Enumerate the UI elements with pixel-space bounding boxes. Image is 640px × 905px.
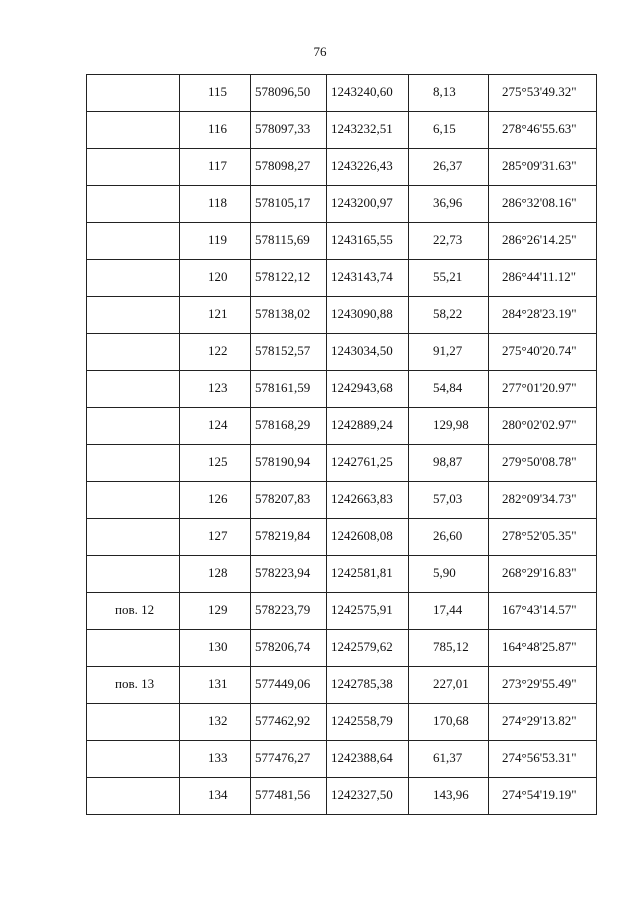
turn-cell-text bbox=[87, 371, 179, 381]
x-coordinate-cell bbox=[251, 519, 327, 556]
y-coordinate-cell bbox=[327, 186, 409, 223]
bearing-angle-cell bbox=[489, 519, 597, 556]
point-number-cell-text: 122 bbox=[208, 343, 228, 358]
table-row bbox=[87, 75, 597, 112]
bearing-angle-cell-text: 286°44'11.12" bbox=[502, 269, 577, 284]
y-coordinate-cell-text: 1243240,60 bbox=[331, 84, 393, 99]
bearing-angle-cell-text: 284°28'23.19" bbox=[502, 306, 577, 321]
point-number-cell bbox=[180, 519, 251, 556]
y-coordinate-cell bbox=[327, 704, 409, 741]
turn-cell-text bbox=[87, 186, 179, 196]
distance-cell bbox=[409, 297, 489, 334]
point-number-cell bbox=[180, 593, 251, 630]
bearing-angle-cell bbox=[489, 482, 597, 519]
distance-cell bbox=[409, 482, 489, 519]
turn-cell bbox=[87, 778, 180, 815]
point-number-cell bbox=[180, 371, 251, 408]
y-coordinate-cell bbox=[327, 260, 409, 297]
distance-cell bbox=[409, 667, 489, 704]
y-coordinate-cell bbox=[327, 297, 409, 334]
table-row bbox=[87, 593, 597, 630]
distance-cell-text: 129,98 bbox=[433, 417, 469, 432]
table-row bbox=[87, 778, 597, 815]
point-number-cell-text: 131 bbox=[208, 676, 228, 691]
y-coordinate-cell-text: 1243165,55 bbox=[331, 232, 393, 247]
distance-cell-text: 61,37 bbox=[433, 750, 463, 765]
turn-cell-text bbox=[87, 149, 179, 159]
coordinates-table bbox=[86, 74, 597, 815]
turn-cell-text bbox=[87, 223, 179, 233]
turn-cell-text: пов. 12 bbox=[115, 602, 155, 617]
table-row bbox=[87, 223, 597, 260]
y-coordinate-cell-text: 1242608,08 bbox=[331, 528, 393, 543]
page-number: 76 bbox=[313, 44, 327, 59]
point-number-cell-text: 116 bbox=[208, 121, 228, 136]
point-number-cell bbox=[180, 75, 251, 112]
turn-cell-text bbox=[87, 519, 179, 529]
bearing-angle-cell bbox=[489, 260, 597, 297]
distance-cell bbox=[409, 371, 489, 408]
distance-cell bbox=[409, 186, 489, 223]
y-coordinate-cell bbox=[327, 630, 409, 667]
bearing-angle-cell-text: 286°26'14.25" bbox=[502, 232, 577, 247]
y-coordinate-cell bbox=[327, 408, 409, 445]
point-number-cell bbox=[180, 260, 251, 297]
y-coordinate-cell bbox=[327, 556, 409, 593]
distance-cell bbox=[409, 75, 489, 112]
x-coordinate-cell-text: 578219,84 bbox=[255, 528, 311, 543]
y-coordinate-cell-text: 1243226,43 bbox=[331, 158, 393, 173]
distance-cell-text: 98,87 bbox=[433, 454, 463, 469]
point-number-cell-text: 133 bbox=[208, 750, 228, 765]
point-number-cell-text: 129 bbox=[208, 602, 228, 617]
point-number-cell bbox=[180, 149, 251, 186]
bearing-angle-cell-text: 274°29'13.82" bbox=[502, 713, 577, 728]
bearing-angle-cell-text: 285°09'31.63" bbox=[502, 158, 577, 173]
point-number-cell bbox=[180, 186, 251, 223]
turn-cell bbox=[87, 75, 180, 112]
bearing-angle-cell-text: 274°56'53.31" bbox=[502, 750, 577, 765]
bearing-angle-cell-text: 279°50'08.78" bbox=[502, 454, 577, 469]
distance-cell-text: 8,13 bbox=[433, 84, 456, 99]
x-coordinate-cell bbox=[251, 334, 327, 371]
turn-cell bbox=[87, 741, 180, 778]
x-coordinate-cell bbox=[251, 75, 327, 112]
bearing-angle-cell bbox=[489, 704, 597, 741]
y-coordinate-cell bbox=[327, 112, 409, 149]
point-number-cell-text: 125 bbox=[208, 454, 228, 469]
turn-cell bbox=[87, 667, 180, 704]
y-coordinate-cell-text: 1242558,79 bbox=[331, 713, 393, 728]
y-coordinate-cell bbox=[327, 445, 409, 482]
y-coordinate-cell bbox=[327, 223, 409, 260]
point-number-cell bbox=[180, 334, 251, 371]
turn-cell-text: пов. 13 bbox=[115, 676, 155, 691]
distance-cell bbox=[409, 149, 489, 186]
point-number-cell-text: 124 bbox=[208, 417, 228, 432]
x-coordinate-cell bbox=[251, 112, 327, 149]
bearing-angle-cell-text: 268°29'16.83" bbox=[502, 565, 577, 580]
point-number-cell bbox=[180, 408, 251, 445]
distance-cell-text: 57,03 bbox=[433, 491, 463, 506]
distance-cell bbox=[409, 704, 489, 741]
turn-cell bbox=[87, 482, 180, 519]
x-coordinate-cell-text: 577481,56 bbox=[255, 787, 311, 802]
x-coordinate-cell-text: 578223,94 bbox=[255, 565, 311, 580]
point-number-cell bbox=[180, 741, 251, 778]
y-coordinate-cell bbox=[327, 593, 409, 630]
bearing-angle-cell bbox=[489, 334, 597, 371]
y-coordinate-cell-text: 1242889,24 bbox=[331, 417, 393, 432]
point-number-cell bbox=[180, 112, 251, 149]
x-coordinate-cell bbox=[251, 482, 327, 519]
bearing-angle-cell bbox=[489, 593, 597, 630]
distance-cell-text: 6,15 bbox=[433, 121, 456, 136]
point-number-cell bbox=[180, 445, 251, 482]
bearing-angle-cell bbox=[489, 667, 597, 704]
distance-cell bbox=[409, 260, 489, 297]
turn-cell-text bbox=[87, 75, 179, 85]
distance-cell bbox=[409, 556, 489, 593]
point-number-cell-text: 128 bbox=[208, 565, 228, 580]
bearing-angle-cell bbox=[489, 223, 597, 260]
turn-cell bbox=[87, 112, 180, 149]
x-coordinate-cell bbox=[251, 630, 327, 667]
distance-cell bbox=[409, 778, 489, 815]
distance-cell-text: 785,12 bbox=[433, 639, 469, 654]
y-coordinate-cell-text: 1243090,88 bbox=[331, 306, 393, 321]
bearing-angle-cell bbox=[489, 408, 597, 445]
distance-cell-text: 58,22 bbox=[433, 306, 463, 321]
x-coordinate-cell bbox=[251, 741, 327, 778]
y-coordinate-cell bbox=[327, 371, 409, 408]
y-coordinate-cell-text: 1242327,50 bbox=[331, 787, 393, 802]
point-number-cell bbox=[180, 223, 251, 260]
turn-cell bbox=[87, 519, 180, 556]
bearing-angle-cell bbox=[489, 556, 597, 593]
turn-cell-text bbox=[87, 704, 179, 714]
x-coordinate-cell-text: 578223,79 bbox=[255, 602, 311, 617]
turn-cell-text bbox=[87, 630, 179, 640]
x-coordinate-cell bbox=[251, 260, 327, 297]
turn-cell-text bbox=[87, 260, 179, 270]
point-number-cell bbox=[180, 667, 251, 704]
x-coordinate-cell-text: 578190,94 bbox=[255, 454, 311, 469]
bearing-angle-cell bbox=[489, 630, 597, 667]
y-coordinate-cell-text: 1242943,68 bbox=[331, 380, 393, 395]
x-coordinate-cell bbox=[251, 445, 327, 482]
distance-cell-text: 17,44 bbox=[433, 602, 463, 617]
point-number-cell-text: 132 bbox=[208, 713, 228, 728]
bearing-angle-cell-text: 277°01'20.97" bbox=[502, 380, 577, 395]
bearing-angle-cell-text: 278°46'55.63" bbox=[502, 121, 577, 136]
x-coordinate-cell-text: 578115,69 bbox=[255, 232, 310, 247]
distance-cell bbox=[409, 334, 489, 371]
point-number-cell-text: 121 bbox=[208, 306, 228, 321]
y-coordinate-cell bbox=[327, 741, 409, 778]
distance-cell bbox=[409, 741, 489, 778]
point-number-cell-text: 115 bbox=[208, 84, 228, 99]
distance-cell-text: 54,84 bbox=[433, 380, 463, 395]
distance-cell-text: 143,96 bbox=[433, 787, 469, 802]
point-number-cell-text: 127 bbox=[208, 528, 228, 543]
distance-cell-text: 22,73 bbox=[433, 232, 463, 247]
y-coordinate-cell bbox=[327, 778, 409, 815]
bearing-angle-cell-text: 164°48'25.87" bbox=[502, 639, 577, 654]
turn-cell bbox=[87, 371, 180, 408]
x-coordinate-cell bbox=[251, 371, 327, 408]
x-coordinate-cell bbox=[251, 186, 327, 223]
bearing-angle-cell-text: 274°54'19.19" bbox=[502, 787, 577, 802]
bearing-angle-cell-text: 167°43'14.57" bbox=[502, 602, 577, 617]
turn-cell-text bbox=[87, 112, 179, 122]
point-number-cell bbox=[180, 778, 251, 815]
distance-cell bbox=[409, 445, 489, 482]
turn-cell bbox=[87, 149, 180, 186]
y-coordinate-cell bbox=[327, 334, 409, 371]
point-number-cell-text: 134 bbox=[208, 787, 228, 802]
point-number-cell-text: 120 bbox=[208, 269, 228, 284]
point-number-cell-text: 126 bbox=[208, 491, 228, 506]
turn-cell bbox=[87, 593, 180, 630]
distance-cell bbox=[409, 112, 489, 149]
point-number-cell bbox=[180, 482, 251, 519]
turn-cell-text bbox=[87, 778, 179, 788]
point-number-cell-text: 130 bbox=[208, 639, 228, 654]
y-coordinate-cell-text: 1242581,81 bbox=[331, 565, 393, 580]
turn-cell-text bbox=[87, 297, 179, 307]
turn-cell bbox=[87, 445, 180, 482]
table-row bbox=[87, 260, 597, 297]
bearing-angle-cell bbox=[489, 297, 597, 334]
x-coordinate-cell bbox=[251, 149, 327, 186]
point-number-cell bbox=[180, 297, 251, 334]
turn-cell-text bbox=[87, 482, 179, 492]
turn-cell bbox=[87, 223, 180, 260]
distance-cell bbox=[409, 593, 489, 630]
y-coordinate-cell-text: 1242785,38 bbox=[331, 676, 393, 691]
y-coordinate-cell-text: 1242579,62 bbox=[331, 639, 393, 654]
point-number-cell-text: 119 bbox=[208, 232, 228, 247]
y-coordinate-cell-text: 1243034,50 bbox=[331, 343, 393, 358]
table-row bbox=[87, 371, 597, 408]
distance-cell-text: 26,37 bbox=[433, 158, 463, 173]
x-coordinate-cell bbox=[251, 297, 327, 334]
turn-cell bbox=[87, 297, 180, 334]
table-row bbox=[87, 556, 597, 593]
table-row bbox=[87, 519, 597, 556]
distance-cell bbox=[409, 408, 489, 445]
x-coordinate-cell-text: 578122,12 bbox=[255, 269, 311, 284]
x-coordinate-cell-text: 578105,17 bbox=[255, 195, 311, 210]
x-coordinate-cell bbox=[251, 704, 327, 741]
x-coordinate-cell-text: 578138,02 bbox=[255, 306, 311, 321]
turn-cell bbox=[87, 334, 180, 371]
point-number-cell-text: 123 bbox=[208, 380, 228, 395]
coordinates-table-body bbox=[87, 75, 597, 815]
point-number-cell bbox=[180, 556, 251, 593]
y-coordinate-cell-text: 1243232,51 bbox=[331, 121, 393, 136]
table-row bbox=[87, 186, 597, 223]
bearing-angle-cell bbox=[489, 75, 597, 112]
turn-cell-text bbox=[87, 445, 179, 455]
bearing-angle-cell bbox=[489, 741, 597, 778]
y-coordinate-cell-text: 1242663,83 bbox=[331, 491, 393, 506]
x-coordinate-cell-text: 578161,59 bbox=[255, 380, 311, 395]
table-row bbox=[87, 482, 597, 519]
turn-cell-text bbox=[87, 334, 179, 344]
x-coordinate-cell-text: 577476,27 bbox=[255, 750, 311, 765]
x-coordinate-cell bbox=[251, 778, 327, 815]
distance-cell-text: 170,68 bbox=[433, 713, 469, 728]
turn-cell bbox=[87, 186, 180, 223]
y-coordinate-cell-text: 1243143,74 bbox=[331, 269, 393, 284]
x-coordinate-cell-text: 578097,33 bbox=[255, 121, 311, 136]
x-coordinate-cell-text: 578152,57 bbox=[255, 343, 311, 358]
x-coordinate-cell-text: 578206,74 bbox=[255, 639, 311, 654]
bearing-angle-cell bbox=[489, 778, 597, 815]
x-coordinate-cell bbox=[251, 667, 327, 704]
y-coordinate-cell-text: 1242575,91 bbox=[331, 602, 393, 617]
x-coordinate-cell-text: 577462,92 bbox=[255, 713, 311, 728]
distance-cell bbox=[409, 223, 489, 260]
x-coordinate-cell-text: 578096,50 bbox=[255, 84, 311, 99]
distance-cell-text: 227,01 bbox=[433, 676, 469, 691]
table-row bbox=[87, 741, 597, 778]
x-coordinate-cell-text: 578207,83 bbox=[255, 491, 311, 506]
point-number-cell-text: 117 bbox=[208, 158, 228, 173]
distance-cell-text: 91,27 bbox=[433, 343, 463, 358]
bearing-angle-cell-text: 278°52'05.35" bbox=[502, 528, 577, 543]
turn-cell-text bbox=[87, 556, 179, 566]
table-row bbox=[87, 704, 597, 741]
y-coordinate-cell bbox=[327, 149, 409, 186]
point-number-cell bbox=[180, 630, 251, 667]
distance-cell bbox=[409, 630, 489, 667]
bearing-angle-cell-text: 273°29'55.49" bbox=[502, 676, 577, 691]
distance-cell-text: 55,21 bbox=[433, 269, 463, 284]
table-row bbox=[87, 297, 597, 334]
point-number-cell bbox=[180, 704, 251, 741]
turn-cell bbox=[87, 630, 180, 667]
bearing-angle-cell bbox=[489, 186, 597, 223]
bearing-angle-cell-text: 280°02'02.97" bbox=[502, 417, 577, 432]
y-coordinate-cell-text: 1243200,97 bbox=[331, 195, 393, 210]
bearing-angle-cell bbox=[489, 112, 597, 149]
bearing-angle-cell bbox=[489, 445, 597, 482]
bearing-angle-cell-text: 275°53'49.32" bbox=[502, 84, 577, 99]
distance-cell bbox=[409, 519, 489, 556]
y-coordinate-cell-text: 1242388,64 bbox=[331, 750, 393, 765]
turn-cell bbox=[87, 408, 180, 445]
y-coordinate-cell bbox=[327, 482, 409, 519]
distance-cell-text: 36,96 bbox=[433, 195, 463, 210]
y-coordinate-cell bbox=[327, 667, 409, 704]
turn-cell bbox=[87, 556, 180, 593]
point-number-cell-text: 118 bbox=[208, 195, 228, 210]
y-coordinate-cell-text: 1242761,25 bbox=[331, 454, 393, 469]
table-row bbox=[87, 334, 597, 371]
x-coordinate-cell-text: 577449,06 bbox=[255, 676, 311, 691]
table-row bbox=[87, 630, 597, 667]
bearing-angle-cell bbox=[489, 149, 597, 186]
x-coordinate-cell bbox=[251, 223, 327, 260]
table-row bbox=[87, 667, 597, 704]
bearing-angle-cell-text: 282°09'34.73" bbox=[502, 491, 577, 506]
x-coordinate-cell bbox=[251, 408, 327, 445]
table-row bbox=[87, 445, 597, 482]
bearing-angle-cell-text: 286°32'08.16" bbox=[502, 195, 577, 210]
table-row bbox=[87, 112, 597, 149]
table-row bbox=[87, 408, 597, 445]
bearing-angle-cell bbox=[489, 371, 597, 408]
turn-cell-text bbox=[87, 408, 179, 418]
turn-cell bbox=[87, 260, 180, 297]
turn-cell-text bbox=[87, 741, 179, 751]
x-coordinate-cell bbox=[251, 556, 327, 593]
distance-cell-text: 26,60 bbox=[433, 528, 463, 543]
x-coordinate-cell-text: 578098,27 bbox=[255, 158, 311, 173]
distance-cell-text: 5,90 bbox=[433, 565, 456, 580]
y-coordinate-cell bbox=[327, 519, 409, 556]
table-row bbox=[87, 149, 597, 186]
x-coordinate-cell bbox=[251, 593, 327, 630]
bearing-angle-cell-text: 275°40'20.74" bbox=[502, 343, 577, 358]
x-coordinate-cell-text: 578168,29 bbox=[255, 417, 311, 432]
turn-cell bbox=[87, 704, 180, 741]
y-coordinate-cell bbox=[327, 75, 409, 112]
